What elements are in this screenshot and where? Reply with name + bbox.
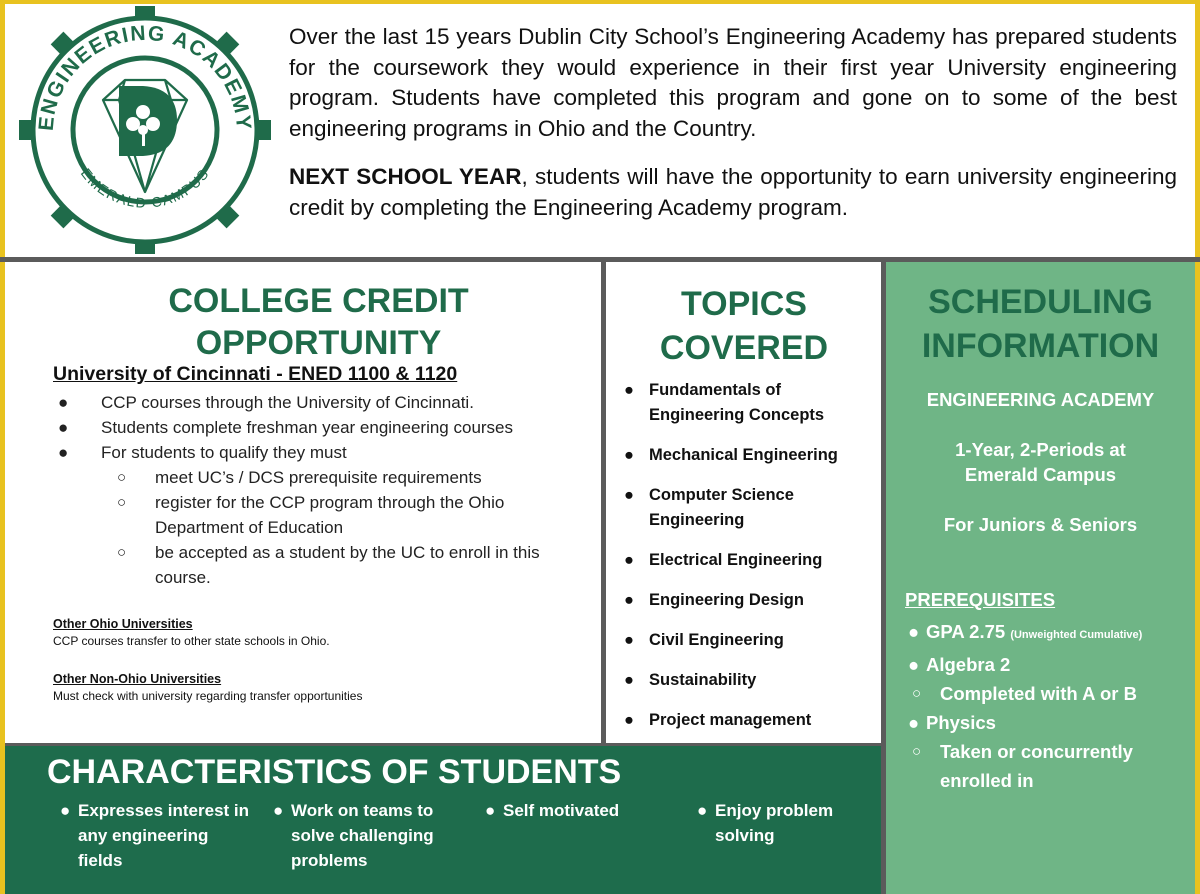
credit-bullet-text: Students complete freshman year engineering courses (101, 418, 514, 437)
characteristic-text: Self motivated (503, 801, 620, 820)
list-item: ● Electrical Engineering (624, 551, 823, 569)
other-ohio-title: Other Ohio Universities (53, 617, 193, 631)
credit-bullet-text: CCP courses through the University of Cincinnati. (101, 393, 474, 412)
topic-text: Mechanical Engineering (649, 446, 838, 464)
credit-bullet-text: For students to qualify they must (101, 443, 347, 462)
list-item: ● Engineering Design (624, 591, 804, 609)
characteristic-text: Expresses interest in any engineering fields (78, 801, 250, 870)
other-ohio-block (53, 616, 330, 650)
scheduling-title-line2: INFORMATION (921, 327, 1160, 365)
other-ohio-text: CCP courses transfer to other state schools in Ohio. (53, 634, 330, 648)
other-non-ohio-text: Must check with university regarding transfer opportunities (53, 689, 363, 703)
topic-text: Project management (649, 711, 812, 729)
prerequisites-title: PREREQUISITES (905, 589, 1056, 610)
list-item: ● Project management (624, 711, 812, 729)
program-name: ENGINEERING ACADEMY (926, 389, 1155, 410)
next-school-year-label: NEXT SCHOOL YEAR (289, 164, 522, 189)
gpa-note: (Unweighted Cumulative) (1010, 629, 1143, 641)
topic-text: Computer Science Engineering (649, 486, 794, 529)
prerequisites-list (906, 617, 1191, 795)
qualify-sub-text: meet UC’s / DCS prerequisite requirements (155, 468, 482, 487)
scheduling-section (886, 262, 1195, 894)
header (5, 4, 1195, 258)
characteristic-text: Enjoy problem solving (715, 801, 834, 845)
audience: For Juniors & Seniors (943, 514, 1138, 535)
college-credit-section (5, 262, 602, 744)
list-item: ● Civil Engineering (624, 631, 784, 649)
algebra-detail: Completed with A or B (940, 683, 1137, 704)
list-item: ● Expresses interest in any engineering fields (60, 801, 250, 870)
topics-title (606, 282, 882, 370)
duration-line1: 1-Year, 2-Periods at (955, 439, 1126, 460)
intro-paragraph-1: Over the last 15 years Dublin City School’s Engineering Academy has prepared students for the coursework they would experience in their first year University engineering program. Students have completed this program and gone on to some of the best engineering programs in Ohio and the Country. (289, 24, 1177, 141)
list-item: ● Computer Science Engineering (624, 486, 794, 529)
college-credit-title (5, 280, 632, 364)
list-item: ● GPA 2.75 (Unweighted Cumulative) (908, 621, 1143, 642)
list-item: ● Enjoy problem solving (697, 801, 834, 845)
qualify-sub-list (101, 465, 593, 590)
college-credit-title-line2: OPPORTUNITY (195, 324, 442, 362)
topic-text: Civil Engineering (649, 631, 784, 649)
list-item: ● Work on teams to solve challenging problems (273, 801, 434, 870)
scheduling-title-line1: SCHEDULING (928, 283, 1153, 321)
topic-text: Sustainability (649, 671, 757, 689)
list-item: ● Physics (908, 712, 996, 733)
list-item: ● Students complete freshman year engineering courses (58, 418, 514, 437)
list-item: ● CCP courses through the University of Cincinnati. (58, 393, 474, 412)
list-item: ● Self motivated (485, 801, 620, 820)
intro-paragraph-2-text: , students will have the opportunity to earn university engineering credit by completing the Engineering Academy program. (289, 164, 1177, 220)
qualify-sub-text: register for the CCP program through the Ohio Department of Education (155, 493, 505, 537)
physics-detail: Taken or concurrently enrolled in (940, 741, 1133, 791)
list-item: ● Sustainability (624, 671, 757, 689)
list-item: ● Algebra 2 (908, 654, 1011, 675)
gpa-requirement: GPA 2.75 (926, 621, 1006, 642)
intro-paragraph-2 (289, 162, 1177, 223)
list-item: ○ Completed with A or B (912, 683, 1137, 704)
characteristics-title: CHARACTERISTICS OF STUDENTS (47, 753, 622, 791)
engineering-academy-logo (11, 4, 279, 258)
credit-bullet-list (53, 390, 593, 590)
duration-line2: Emerald Campus (964, 464, 1117, 485)
topic-text: Engineering Design (649, 591, 804, 609)
characteristic-text: Work on teams to solve challenging problems (291, 801, 434, 870)
svg-text:EMERALD CAMPUS: EMERALD CAMPUS (77, 165, 213, 211)
physics-requirement: Physics (926, 712, 996, 733)
characteristics-section (5, 746, 881, 894)
scheduling-title (886, 280, 1195, 368)
algebra-requirement: Algebra 2 (926, 654, 1011, 675)
qualify-sub-text: be accepted as a student by the UC to enroll in this course. (155, 543, 540, 587)
intro-text (289, 22, 1177, 223)
list-item: ○ register for the CCP program through the Ohio Department of Education (117, 493, 505, 537)
other-non-ohio-title: Other Non-Ohio Universities (53, 672, 222, 686)
list-item: ○ Taken or concurrently enrolled in (912, 741, 1133, 791)
topics-title-line2: COVERED (659, 329, 829, 367)
topics-list (624, 378, 880, 748)
topics-title-line1: TOPICS (681, 285, 807, 323)
list-item: ● Fundamentals of Engineering Concepts (624, 381, 825, 424)
uc-course-heading: University of Cincinnati - ENED 1100 & 1120 (53, 363, 458, 385)
topic-text: Electrical Engineering (649, 551, 823, 569)
svg-text:ENGINEERING ACADEMY: ENGINEERING ACADEMY (34, 21, 256, 132)
list-item: ● For students to qualify they must ○ meet UC’s / DCS prerequisite requirements ○ register for the CCP program through the Ohio Department of Education ○ be accepted as a student by the UC to enroll in this course. (53, 440, 593, 590)
topics-section (606, 262, 882, 744)
other-non-ohio-block (53, 671, 362, 705)
list-item: ● Mechanical Engineering (624, 446, 838, 464)
list-item: ○ meet UC’s / DCS prerequisite requirements (117, 468, 482, 487)
topic-text: Fundamentals of Engineering Concepts (649, 381, 825, 424)
list-item: ○ be accepted as a student by the UC to enroll in this course. (117, 543, 540, 587)
college-credit-title-line1: COLLEGE CREDIT (168, 282, 469, 320)
